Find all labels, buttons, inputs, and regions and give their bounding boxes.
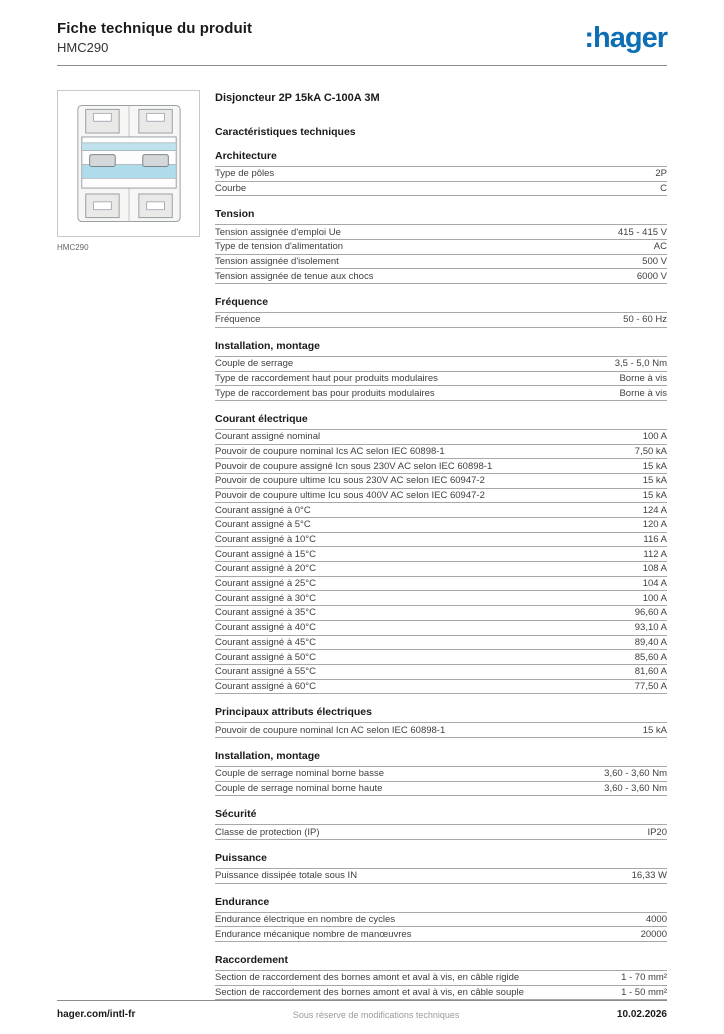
spec-label: Courant assigné à 0°C <box>215 504 311 516</box>
spec-label: Pouvoir de coupure ultime Icu sous 230V AC selon IEC 60947-2 <box>215 475 485 487</box>
spec-value: 100 A <box>642 592 667 604</box>
spec-table <box>215 166 667 196</box>
spec-value: 96,60 A <box>634 607 667 619</box>
section-title: Fréquence <box>215 296 269 309</box>
section-title: Architecture <box>215 150 277 162</box>
spec-label: Courant assigné à 40°C <box>215 622 316 634</box>
spec-label: Fréquence <box>215 314 261 326</box>
spec-section <box>215 954 667 1000</box>
footer-website: hager.com/intl-fr <box>57 1009 136 1021</box>
spec-value: 4000 <box>645 914 667 926</box>
spec-row <box>215 722 667 737</box>
spec-value: 3,5 - 5,0 Nm <box>614 358 667 370</box>
spec-value: 50 - 60 Hz <box>623 314 667 326</box>
spec-row <box>215 824 667 839</box>
spec-label: Couple de serrage <box>215 358 294 370</box>
spec-value: 81,60 A <box>634 666 667 678</box>
content-area <box>57 90 667 1000</box>
spec-value: Borne à vis <box>619 387 667 399</box>
spec-section <box>215 896 667 942</box>
spec-row <box>215 649 667 664</box>
spec-label: Type de pôles <box>215 168 275 180</box>
product-image <box>57 90 200 237</box>
spec-value: AC <box>653 241 667 253</box>
spec-row <box>215 970 667 985</box>
spec-label: Courant assigné à 25°C <box>215 578 316 590</box>
product-name: Disjoncteur 2P 15kA C-100A 3M <box>215 92 380 104</box>
spec-label: Pouvoir de coupure ultime Icu sous 400V AC selon IEC 60947-2 <box>215 489 485 501</box>
section-title: Sécurité <box>215 808 257 821</box>
spec-sections <box>215 150 667 1000</box>
spec-row <box>215 224 667 239</box>
specifications-column <box>215 90 667 1000</box>
spec-row <box>215 371 667 386</box>
spec-row <box>215 312 667 327</box>
spec-label: Pouvoir de coupure assigné Icn sous 230V AC selon IEC 60898-1 <box>215 460 493 472</box>
spec-value: 20000 <box>640 928 667 940</box>
spec-label: Section de raccordement des bornes amont et aval à vis, en câble souple <box>215 987 524 999</box>
spec-section <box>215 808 667 840</box>
spec-label: Puissance dissipée totale sous IN <box>215 870 358 882</box>
spec-value: 93,10 A <box>634 622 667 634</box>
spec-value: 500 V <box>642 256 667 268</box>
spec-value: 1 - 70 mm² <box>621 972 667 984</box>
spec-row <box>215 868 667 883</box>
spec-table <box>215 970 667 1000</box>
spec-value: 15 kA <box>642 724 667 736</box>
spec-value: 104 A <box>642 578 667 590</box>
spec-value: 15 kA <box>642 489 667 501</box>
section-title: Installation, montage <box>215 339 321 352</box>
section-title: Tension <box>215 208 255 221</box>
spec-label: Courant assigné à 50°C <box>215 651 316 663</box>
spec-row <box>215 502 667 517</box>
spec-value: 15 kA <box>642 475 667 487</box>
spec-row <box>215 576 667 591</box>
spec-label: Courant assigné à 5°C <box>215 519 311 531</box>
spec-row <box>215 781 667 796</box>
spec-value: 7,50 kA <box>634 445 667 457</box>
spec-section <box>215 413 667 694</box>
spec-row <box>215 620 667 635</box>
footer-disclaimer: Sous réserve de modifications techniques <box>292 1009 460 1020</box>
circuit-breaker-drawing <box>70 98 188 229</box>
spec-value: 116 A <box>643 534 667 546</box>
spec-value: 1 - 50 mm² <box>621 987 667 999</box>
spec-row <box>215 444 667 459</box>
spec-table <box>215 722 667 738</box>
hager-logo: :hager <box>584 22 667 54</box>
spec-table <box>215 224 667 284</box>
spec-value: 2P <box>655 168 667 180</box>
spec-row <box>215 605 667 620</box>
spec-value: 3,60 - 3,60 Nm <box>604 782 667 794</box>
footer-date: 10.02.2026 <box>616 1009 667 1021</box>
spec-table <box>215 868 667 884</box>
spec-label: Couple de serrage nominal borne basse <box>215 768 384 780</box>
spec-row <box>215 488 667 503</box>
spec-table <box>215 766 667 796</box>
spec-label: Endurance mécanique nombre de manœuvres <box>215 928 412 940</box>
spec-value: 16,33 W <box>631 870 667 882</box>
spec-row <box>215 679 667 694</box>
spec-value: 15 kA <box>642 460 667 472</box>
spec-section <box>215 706 667 738</box>
characteristics-heading: Caractéristiques techniques <box>215 126 356 138</box>
spec-label: Type de raccordement haut pour produits modulaires <box>215 372 438 384</box>
spec-row <box>215 429 667 444</box>
spec-label: Tension assignée d'emploi Ue <box>215 226 341 238</box>
product-image-caption: HMC290 <box>57 243 89 252</box>
spec-label: Couple de serrage nominal borne haute <box>215 782 383 794</box>
spec-value: 100 A <box>642 431 667 443</box>
spec-value: 77,50 A <box>634 680 667 692</box>
spec-section <box>215 340 667 401</box>
section-title: Installation, montage <box>215 749 321 762</box>
spec-row <box>215 239 667 254</box>
spec-value: 124 A <box>642 504 667 516</box>
spec-row <box>215 561 667 576</box>
spec-label: Courant assigné à 10°C <box>215 534 316 546</box>
spec-row <box>215 664 667 679</box>
page-header <box>57 20 667 66</box>
spec-section <box>215 852 667 884</box>
spec-label: Pouvoir de coupure nominal Ics AC selon IEC 60898-1 <box>215 445 445 457</box>
spec-value: 89,40 A <box>634 636 667 648</box>
spec-label: Courant assigné à 35°C <box>215 607 316 619</box>
spec-table <box>215 824 667 840</box>
spec-row <box>215 166 667 181</box>
spec-row <box>215 517 667 532</box>
spec-row <box>215 766 667 781</box>
spec-row <box>215 181 667 196</box>
page-title: Fiche technique du produit <box>57 20 253 37</box>
spec-label: Courant assigné nominal <box>215 431 321 443</box>
spec-table <box>215 429 667 694</box>
spec-value: 108 A <box>642 563 667 575</box>
spec-label: Tension assignée de tenue aux chocs <box>215 270 374 282</box>
spec-table <box>215 356 667 401</box>
spec-label: Courant assigné à 30°C <box>215 592 316 604</box>
spec-row <box>215 458 667 473</box>
spec-value: 3,60 - 3,60 Nm <box>604 768 667 780</box>
spec-label: Courbe <box>215 183 247 195</box>
section-title: Raccordement <box>215 954 288 967</box>
spec-value: 6000 V <box>636 270 667 282</box>
spec-row <box>215 546 667 561</box>
spec-table <box>215 912 667 942</box>
spec-row <box>215 635 667 650</box>
spec-label: Courant assigné à 60°C <box>215 680 316 692</box>
spec-label: Type de raccordement bas pour produits modulaires <box>215 387 435 399</box>
section-title: Puissance <box>215 852 267 864</box>
spec-value: IP20 <box>647 826 667 838</box>
header-title-block <box>57 20 252 55</box>
spec-value: C <box>660 183 667 195</box>
spec-table <box>215 312 667 328</box>
product-reference: HMC290 <box>57 40 109 55</box>
section-title: Endurance <box>215 895 270 908</box>
spec-section <box>215 296 667 328</box>
spec-value: 120 A <box>642 519 667 531</box>
spec-section <box>215 208 667 284</box>
spec-row <box>215 912 667 927</box>
spec-label: Courant assigné à 20°C <box>215 563 316 575</box>
spec-row <box>215 254 667 269</box>
spec-label: Tension assignée d'isolement <box>215 256 339 268</box>
spec-row <box>215 985 667 1000</box>
spec-label: Courant assigné à 45°C <box>215 636 316 648</box>
section-title: Principaux attributs électriques <box>215 706 372 719</box>
spec-label: Courant assigné à 15°C <box>215 548 316 560</box>
spec-label: Section de raccordement des bornes amont et aval à vis, en câble rigide <box>215 972 520 984</box>
spec-value: 415 - 415 V <box>617 226 667 238</box>
page-footer <box>57 1000 667 1034</box>
spec-label: Pouvoir de coupure nominal Icn AC selon IEC 60898-1 <box>215 724 446 736</box>
section-title: Courant électrique <box>215 412 308 425</box>
spec-section <box>215 150 667 196</box>
spec-label: Endurance électrique en nombre de cycles <box>215 914 396 926</box>
spec-value: 112 A <box>643 548 667 560</box>
spec-row <box>215 473 667 488</box>
spec-row <box>215 590 667 605</box>
spec-label: Classe de protection (IP) <box>215 826 320 838</box>
spec-row <box>215 385 667 400</box>
spec-row <box>215 268 667 283</box>
spec-label: Courant assigné à 55°C <box>215 666 316 678</box>
spec-label: Type de tension d'alimentation <box>215 241 344 253</box>
spec-row <box>215 356 667 371</box>
spec-row <box>215 532 667 547</box>
product-image-column <box>57 90 200 252</box>
spec-section <box>215 750 667 796</box>
spec-value: 85,60 A <box>634 651 667 663</box>
spec-value: Borne à vis <box>619 372 667 384</box>
spec-row <box>215 926 667 941</box>
